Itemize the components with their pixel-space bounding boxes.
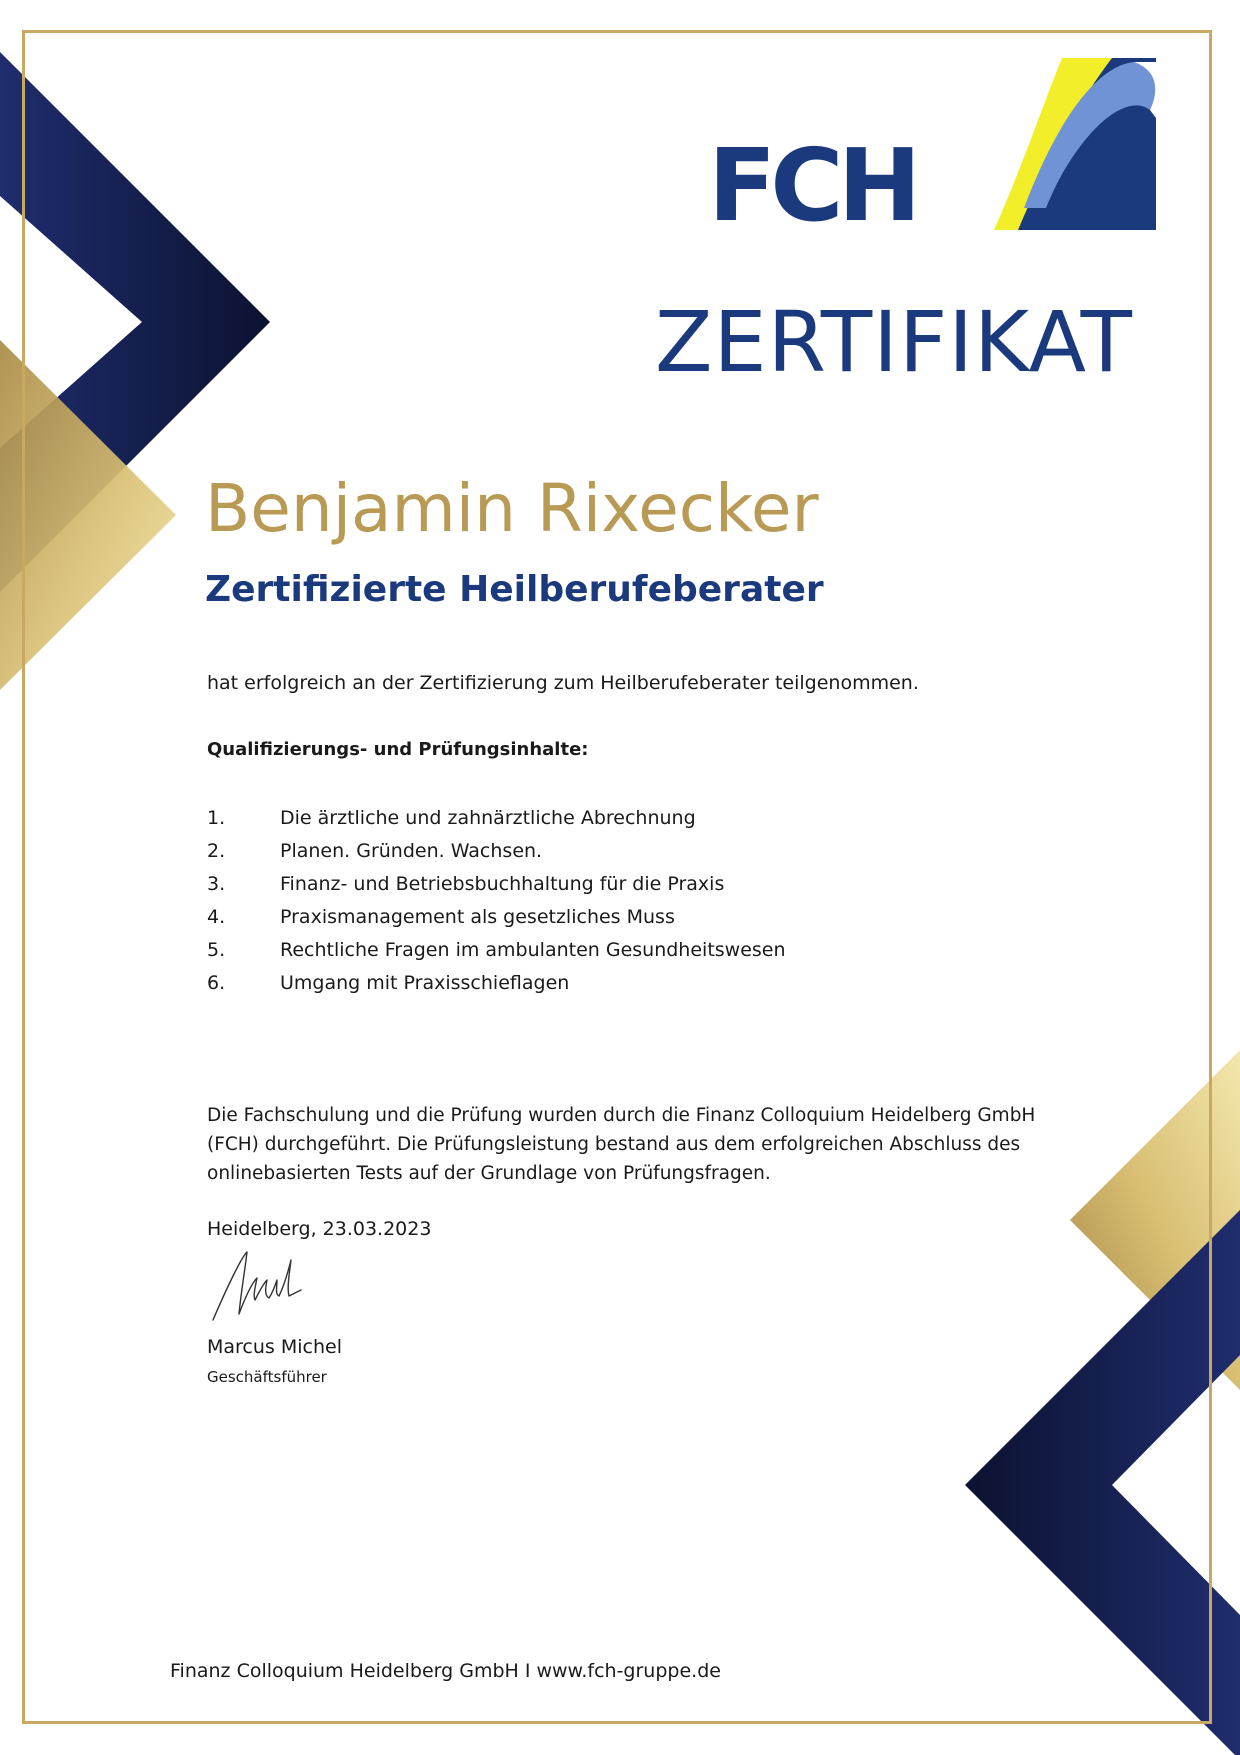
list-item-label: Umgang mit Praxisschieflagen (280, 972, 570, 994)
recipient-name: Benjamin Rixecker (205, 470, 819, 547)
place-date: Heidelberg, 23.03.2023 (207, 1218, 432, 1240)
list-item-label: Rechtliche Fragen im ambulanten Gesundheitswesen (280, 939, 786, 961)
statement-paragraph (207, 1101, 1067, 1188)
signer-role: Geschäftsführer (207, 1368, 327, 1386)
statement-line: Die Fachschulung und die Prüfung wurden durch die Finanz Colloquium Heidelberg GmbH (207, 1105, 1036, 1126)
contents-list (207, 802, 786, 1000)
list-item-label: Finanz- und Betriebsbuchhaltung für die Praxis (280, 873, 725, 895)
list-item (207, 901, 786, 934)
fch-logo (708, 58, 1156, 244)
contents-heading: Qualifizierungs- und Prüfungsinhalte: (207, 739, 589, 760)
fch-swoosh-logo-icon (974, 58, 1156, 230)
footer-text: Finanz Colloquium Heidelberg GmbH I www.fch-gruppe.de (170, 1660, 721, 1682)
list-item (207, 934, 786, 967)
certificate-title: ZERTIFIKAT (655, 293, 1133, 391)
list-item (207, 967, 786, 1000)
statement-line: (FCH) durchgeführt. Die Prüfungsleistung bestand aus dem erfolgreichen Abschluss des (207, 1134, 1021, 1155)
list-item-number: 4. (207, 906, 226, 928)
handwritten-signature-icon (205, 1248, 305, 1324)
list-item (207, 835, 786, 868)
list-item-number: 2. (207, 840, 226, 862)
list-item-label: Praxismanagement als gesetzliches Muss (280, 906, 675, 928)
list-item-label: Die ärztliche und zahnärztliche Abrechnung (280, 807, 696, 829)
statement-line: onlinebasierten Tests auf der Grundlage von Prüfungsfragen. (207, 1163, 771, 1184)
list-item (207, 802, 786, 835)
list-item-number: 6. (207, 972, 226, 994)
list-item-label: Planen. Gründen. Wachsen. (280, 840, 543, 862)
intro-text: hat erfolgreich an der Zertifizierung zum Heilberufeberater teilgenommen. (207, 672, 919, 694)
logo-text: FCH (708, 127, 916, 244)
list-item-number: 5. (207, 939, 226, 961)
list-item (207, 868, 786, 901)
certificate-designation: Zertifizierte Heilberufeberater (205, 569, 824, 610)
signer-name: Marcus Michel (207, 1336, 342, 1358)
list-item-number: 3. (207, 873, 226, 895)
list-item-number: 1. (207, 807, 226, 829)
